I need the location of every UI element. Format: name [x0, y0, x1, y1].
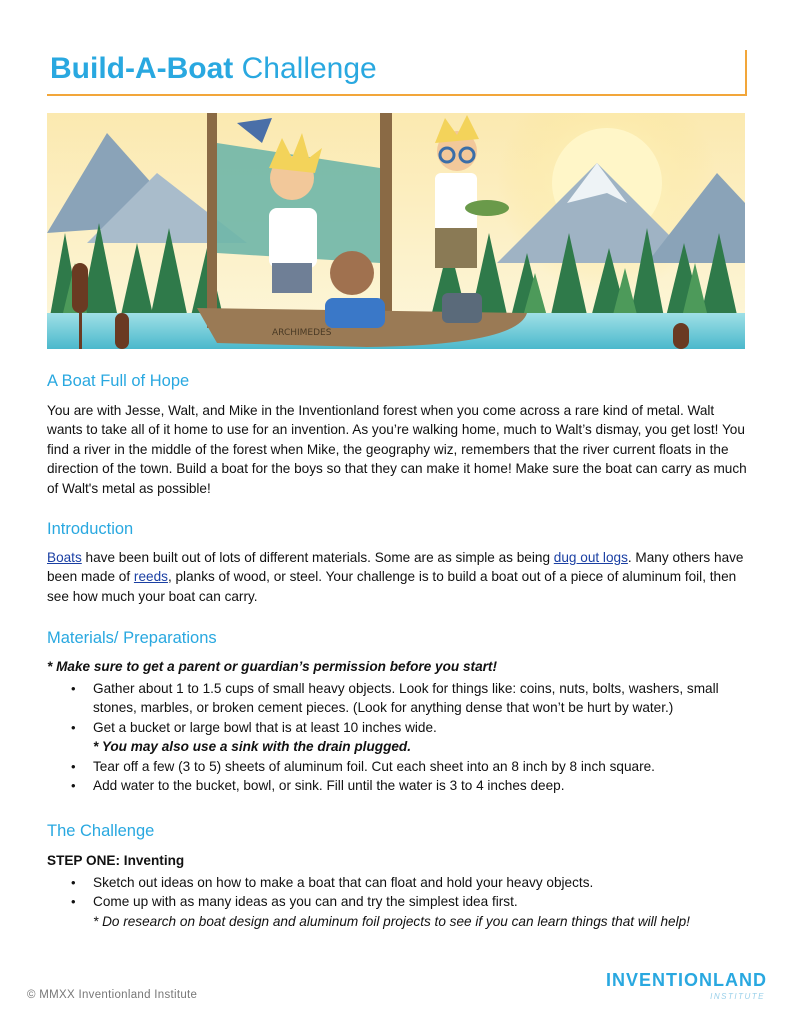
- list-item: [47, 757, 747, 776]
- intro-text-2: . Many others have been made of: [47, 550, 744, 585]
- list-item: [47, 679, 747, 718]
- dug-out-logs-link[interactable]: dug out logs: [553, 550, 628, 565]
- page-title: [50, 52, 377, 86]
- boat-name-label: ARCHIMEDES: [272, 328, 332, 338]
- logo-text: INVENTIONLAND: [606, 970, 767, 990]
- materials-list: [47, 679, 747, 795]
- inventionland-logo: [606, 970, 771, 1005]
- materials-item-1: Gather about 1 to 1.5 cups of small heavy objects. Look for things like: coins, nuts, bolts, washers, small stones, marbles, or broken cement pieces. (Look for anything dense that won’t be hurt by water.): [93, 681, 719, 716]
- challenge-list: [47, 873, 747, 931]
- copyright-footer: © MMXX Inventionland Institute: [27, 989, 198, 1001]
- intro-text-1: have been built out of lots of different materials. Some are as simple as being: [81, 550, 554, 565]
- research-note: * Do research on boat design and aluminum foil projects to see if you can learn things that will help!: [93, 913, 690, 929]
- boats-link[interactable]: Boats: [47, 550, 82, 565]
- reeds-link[interactable]: reeds: [133, 569, 168, 585]
- section-heading-challenge: The Challenge: [47, 822, 155, 840]
- materials-item-3: Tear off a few (3 to 5) sheets of aluminum foil. Cut each sheet into an 8 inch by 8 inch square.: [93, 758, 655, 774]
- title-bold: Build-A-Boat: [50, 52, 234, 85]
- challenge-item-2: Come up with as many ideas as you can and try the simplest idea first.: [93, 894, 518, 910]
- intro-text-3: , planks of wood, or steel. Your challenge is to build a boat out of a piece of aluminum foil, then see how much your boat can carry.: [47, 569, 737, 604]
- list-item: [47, 718, 747, 757]
- materials-item-4: Add water to the bucket, bowl, or sink. Fill until the water is 3 to 4 inches deep.: [93, 778, 565, 794]
- section-heading-story: A Boat Full of Hope: [47, 372, 190, 390]
- title-rest: Challenge: [233, 52, 377, 85]
- list-item: [47, 776, 747, 795]
- list-item: [47, 892, 747, 931]
- introduction-paragraph: [47, 548, 747, 606]
- section-heading-materials: Materials/ Preparations: [47, 629, 217, 647]
- story-paragraph: You are with Jesse, Walt, and Mike in the Inventionland forest when you come across a rare kind of metal. Walt wants to take all of it home to use for an invention. As you’re walking home, much to Walt’s dismay, you get lost! You find a river in the middle of the forest when Mike, the geography wiz, remembers that the river current floats in the direction of the town. Build a boat for the boys so that they can make it home! Make sure the boat can carry as much of Walt's metal as possible!: [47, 403, 747, 496]
- permission-note: * Make sure to get a parent or guardian’s permission before you start!: [47, 659, 497, 674]
- sink-note: * You may also use a sink with the drain plugged.: [93, 739, 412, 755]
- title-bar: [47, 50, 747, 96]
- section-heading-introduction: Introduction: [47, 520, 134, 538]
- list-item: [47, 873, 747, 892]
- materials-item-2: Get a bucket or large bowl that is at least 10 inches wide.: [93, 719, 437, 735]
- step-one-heading: STEP ONE: Inventing: [47, 853, 185, 868]
- logo-subtext: INSTITUTE: [710, 992, 765, 1001]
- hero-illustration: [47, 113, 745, 349]
- challenge-item-1: Sketch out ideas on how to make a boat that can float and hold your heavy objects.: [93, 875, 594, 890]
